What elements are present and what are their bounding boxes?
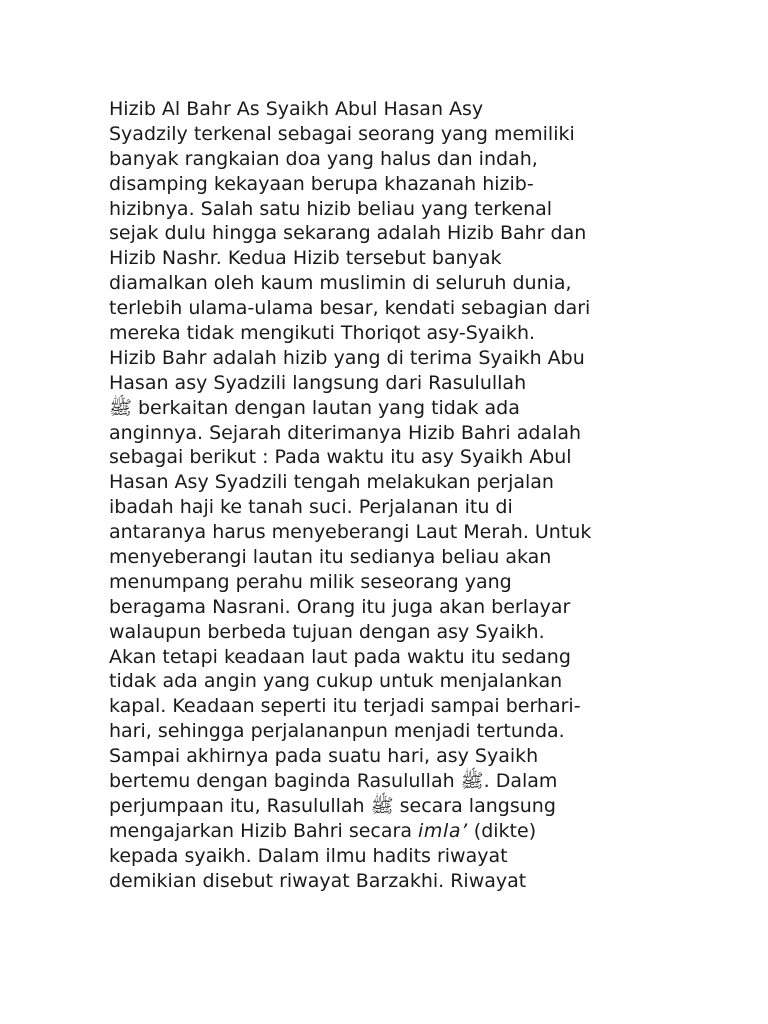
text-line: disamping kekayaan berupa khazanah hizib-	[109, 172, 534, 195]
text-line: beragama Nasrani. Orang itu juga akan berlayar	[109, 595, 571, 618]
text-line: menyeberangi lautan itu sedianya beliau akan	[109, 546, 552, 569]
text-line: kapal. Keadaan seperti itu terjadi sampai berhari-	[109, 695, 581, 718]
text-line: bertemu dengan baginda Rasulullah ﷺ. Dalam	[109, 770, 558, 793]
text-line: Hizib Nashr. Kedua Hizib tersebut banyak	[109, 247, 502, 270]
text-line: ﷺ berkaitan dengan lautan yang tidak ada	[109, 396, 520, 419]
text-line: tidak ada angin yang cukup untuk menjalankan	[109, 670, 563, 693]
text-line: Syadzily terkenal sebagai seorang yang memiliki	[109, 122, 575, 145]
text-line: hizibnya. Salah satu hizib beliau yang terkenal	[109, 197, 553, 220]
text-line: terlebih ulama-ulama besar, kendati sebagian dari	[109, 297, 591, 320]
text-line: diamalkan oleh kaum muslimin di seluruh dunia,	[109, 272, 572, 295]
text-line: Hasan Asy Syadzili tengah melakukan perjalan	[109, 471, 554, 494]
text-line: sejak dulu hingga sekarang adalah Hizib Bahr dan	[109, 222, 587, 245]
text-line: banyak rangkaian doa yang halus dan indah,	[109, 147, 538, 170]
text-line: mereka tidak mengikuti Thoriqot asy-Syaikh.	[109, 322, 536, 345]
text-line: kepada syaikh. Dalam ilmu hadits riwayat	[109, 844, 508, 867]
text-line: antaranya harus menyeberangi Laut Merah. Untuk	[109, 521, 592, 544]
text-line: hari, sehingga perjalananpun menjadi tertunda.	[109, 720, 565, 743]
text-line: Hizib Bahr adalah hizib yang di terima Syaikh Abu	[109, 346, 585, 369]
text-line-with-italic	[109, 819, 669, 844]
text-segment: mengajarkan Hizib Bahri secara	[109, 819, 419, 842]
text-line: walaupun berbeda tujuan dengan asy Syaikh.	[109, 620, 545, 643]
italic-term: imla’	[418, 819, 468, 842]
text-line: sebagai berikut : Pada waktu itu asy Syaikh Abul	[109, 446, 572, 469]
text-line: Akan tetapi keadaan laut pada waktu itu sedang	[109, 645, 571, 668]
text-line: Sampai akhirnya pada suatu hari, asy Syaikh	[109, 745, 539, 768]
text-line: Hasan asy Syadzili langsung dari Rasulullah	[109, 371, 527, 394]
text-line: menumpang perahu milik seseorang yang	[109, 570, 512, 593]
text-line: ibadah haji ke tanah suci. Perjalanan itu di	[109, 496, 513, 519]
text-line: perjumpaan itu, Rasulullah ﷺ secara langsung	[109, 794, 556, 817]
text-line: anginnya. Sejarah diterimanya Hizib Bahri adalah	[109, 421, 582, 444]
text-line: demikian disebut riwayat Barzakhi. Riwayat	[109, 869, 527, 892]
text-line: Hizib Al Bahr As Syaikh Abul Hasan Asy	[109, 98, 484, 120]
text-segment: (dikte)	[467, 819, 537, 842]
body-text	[109, 97, 669, 894]
